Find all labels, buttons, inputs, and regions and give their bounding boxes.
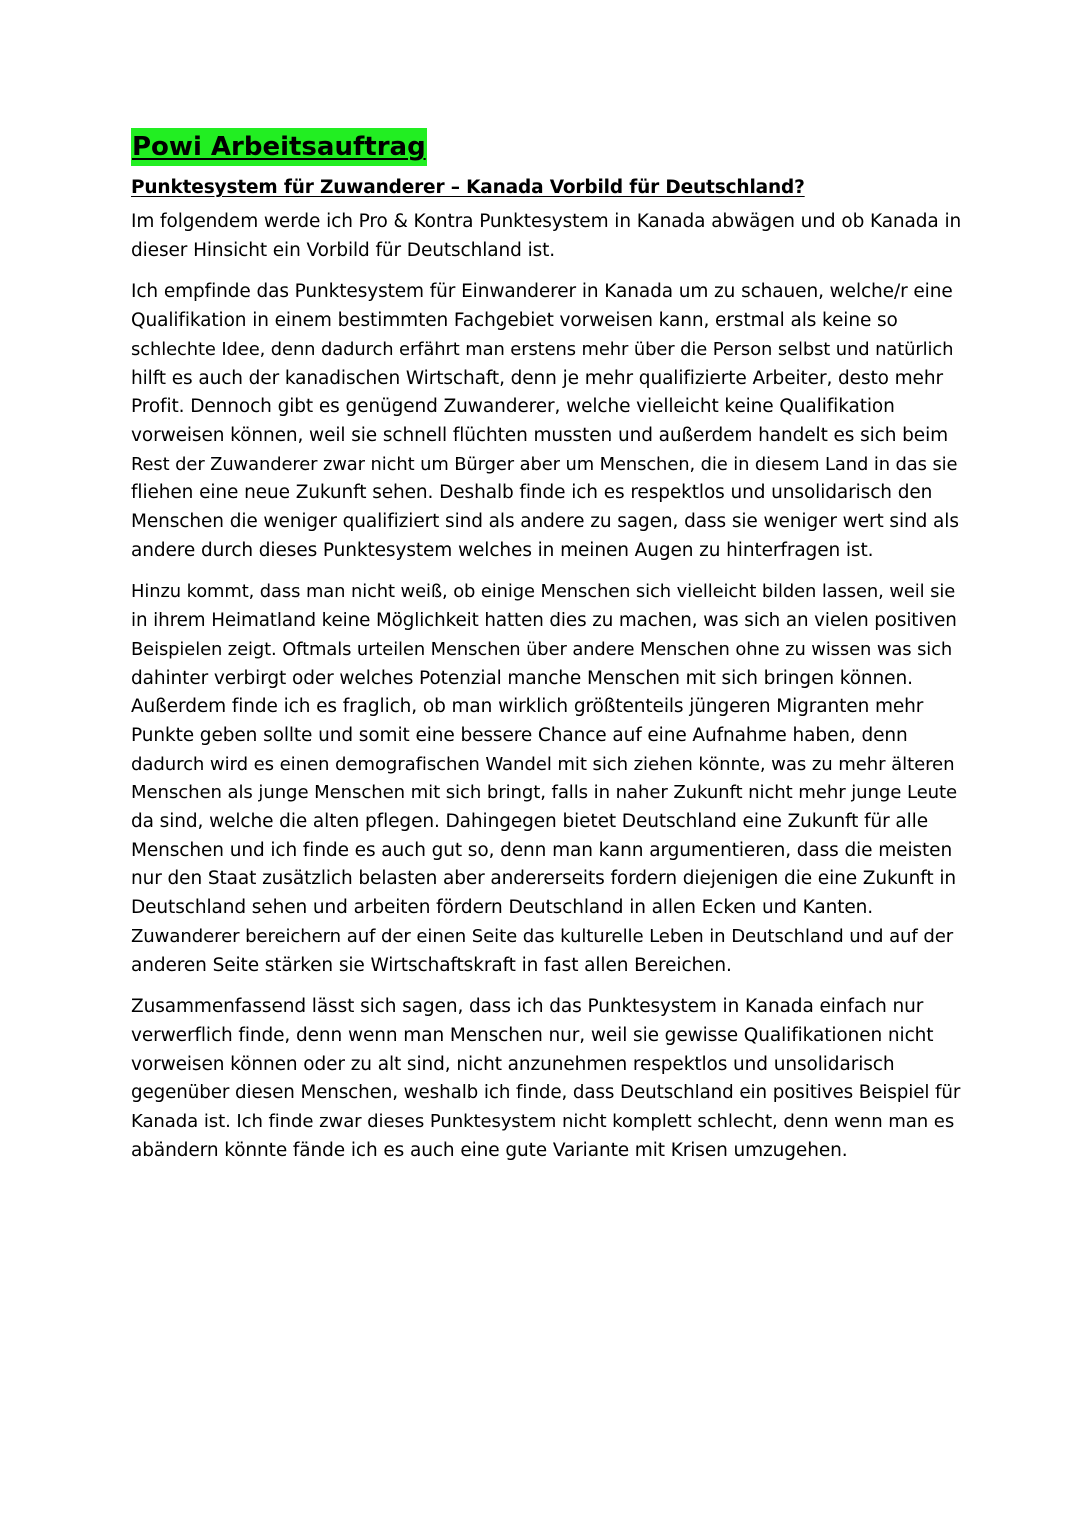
paragraph-line: hilft es auch der kanadischen Wirtschaft, denn je mehr qualifizierte Arbeiter, desto mehr xyxy=(131,367,943,389)
paragraph-line: Kanada ist. Ich finde zwar dieses Punktesystem nicht komplett schlecht, denn wenn man es xyxy=(131,1111,955,1133)
paragraph-line: Ich empfinde das Punktesystem für Einwanderer in Kanada um zu schauen, welche/r eine xyxy=(131,281,953,303)
paragraph-line: fliehen eine neue Zukunft sehen. Deshalb finde ich es respektlos und unsolidarisch den xyxy=(131,482,933,504)
paragraph-line: Im folgendem werde ich Pro & Kontra Punktesystem in Kanada abwägen und ob Kanada in xyxy=(131,211,962,232)
body-paragraph xyxy=(131,208,961,265)
paragraph-line: Menschen als junge Menschen mit sich bringt, falls in naher Zukunft nicht mehr junge Leute xyxy=(131,782,958,804)
paragraph-line: andere durch dieses Punktesystem welches in meinen Augen zu hinterfragen ist. xyxy=(131,539,874,561)
body-paragraph xyxy=(131,993,961,1165)
paragraph-line: Zusammenfassend lässt sich sagen, dass ich das Punktesystem in Kanada einfach nur xyxy=(131,996,924,1018)
paragraph-line: vorweisen können, weil sie schnell flüchten mussten und außerdem handelt es sich beim xyxy=(131,424,949,446)
paragraph-line: dahinter verbirgt oder welches Potenzial manche Menschen mit sich bringen können. xyxy=(131,667,913,689)
paragraph-line: gegenüber diesen Menschen, weshalb ich finde, dass Deutschland ein positives Beispiel für xyxy=(131,1082,961,1104)
document-page xyxy=(131,128,961,1179)
paragraph-line: Menschen und ich finde es auch gut so, denn man kann argumentieren, dass die meisten xyxy=(131,839,953,861)
paragraph-line: da sind, welche die alten pflegen. Dahingegen bietet Deutschland eine Zukunft für alle xyxy=(131,811,929,833)
paragraph-line: nur den Staat zusätzlich belasten aber andererseits fordern diejenigen die eine Zukunft in xyxy=(131,868,956,890)
paragraph-line: Rest der Zuwanderer zwar nicht um Bürger aber um Menschen, die in diesem Land in das sie xyxy=(131,453,958,475)
paragraph-line: Außerdem finde ich es fraglich, ob man wirklich größtenteils jüngeren Migranten mehr xyxy=(131,696,924,718)
paragraph-line: Qualifikation in einem bestimmten Fachgebiet vorweisen kann, erstmal als keine so xyxy=(131,310,898,332)
paragraph-line: vorweisen können oder zu alt sind, nicht anzunehmen respektlos und unsolidarisch xyxy=(131,1053,895,1075)
body-paragraph xyxy=(131,578,961,980)
body-paragraph xyxy=(131,278,961,565)
paragraph-line: schlechte Idee, denn dadurch erfährt man erstens mehr über die Person selbst und natürlich xyxy=(131,338,954,360)
document-body xyxy=(131,208,961,1166)
paragraph-line: Deutschland sehen und arbeiten fördern Deutschland in allen Ecken und Kanten. xyxy=(131,897,874,919)
document-title: Powi Arbeitsauftrag xyxy=(131,128,427,166)
paragraph-line: Menschen die weniger qualifiziert sind als andere zu sagen, dass sie weniger wert sind als xyxy=(131,511,959,533)
paragraph-line: Punkte geben sollte und somit eine bessere Chance auf eine Aufnahme haben, denn xyxy=(131,724,908,746)
paragraph-line: Beispielen zeigt. Oftmals urteilen Menschen über andere Menschen ohne zu wissen was sich xyxy=(131,638,953,660)
paragraph-line: verwerflich finde, denn wenn man Menschen nur, weil sie gewisse Qualifikationen nicht xyxy=(131,1024,934,1046)
paragraph-line: anderen Seite stärken sie Wirtschaftskraft in fast allen Bereichen. xyxy=(131,954,732,976)
paragraph-line: abändern könnte fände ich es auch eine gute Variante mit Krisen umzugehen. xyxy=(131,1139,848,1161)
paragraph-line: Profit. Dennoch gibt es genügend Zuwanderer, welche vielleicht keine Qualifikation xyxy=(131,396,895,418)
paragraph-line: Zuwanderer bereichern auf der einen Seite das kulturelle Leben in Deutschland und auf der xyxy=(131,925,954,947)
paragraph-line: dadurch wird es einen demografischen Wandel mit sich ziehen könnte, was zu mehr älteren xyxy=(131,753,955,775)
paragraph-line: in ihrem Heimatland keine Möglichkeit hatten dies zu machen, was sich an vielen positiven xyxy=(131,610,957,632)
paragraph-line: Hinzu kommt, dass man nicht weiß, ob einige Menschen sich vielleicht bilden lassen, weil sie xyxy=(131,581,956,603)
document-subtitle: Punktesystem für Zuwanderer – Kanada Vorbild für Deutschland? xyxy=(131,177,805,198)
paragraph-line: dieser Hinsicht ein Vorbild für Deutschland ist. xyxy=(131,239,556,261)
